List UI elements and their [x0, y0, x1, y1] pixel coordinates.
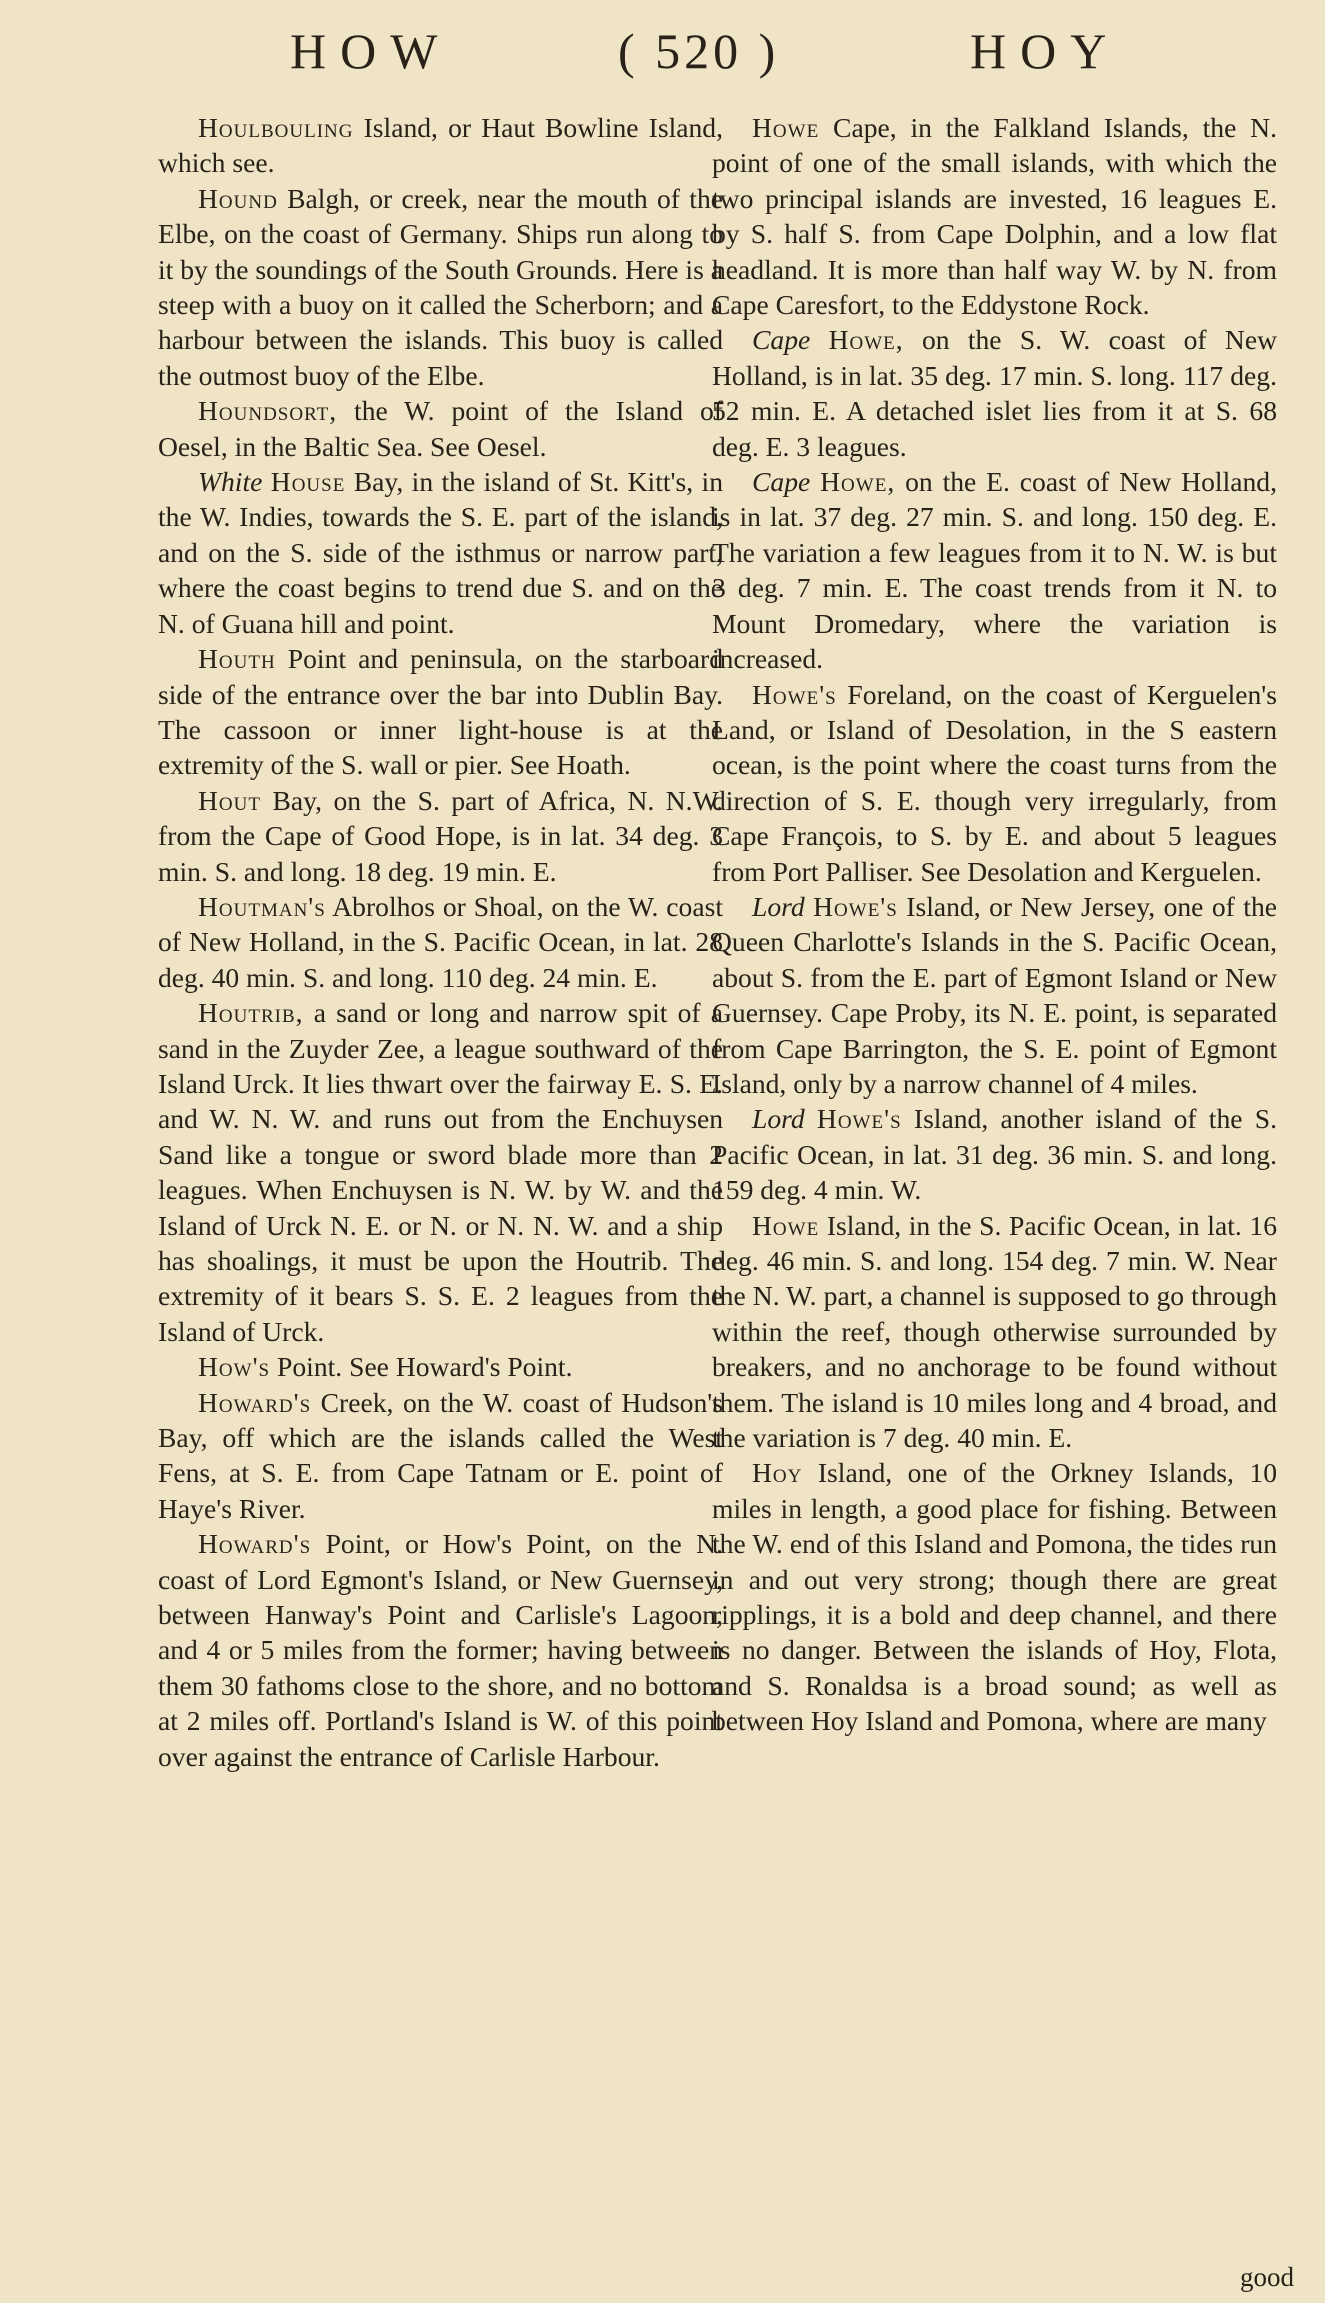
entry: Howard's Point, or How's Point, on the N. coast of Lord Egmont's Island, or New Guernsey, between Hanway's Point and Carlisle's Lagoon, and 4 or 5 miles from the former; having between them 30 fathoms close to the shore, and no bottom at 2 miles off. Portland's Island is W. of this point over against the entrance of Carlisle Harbour.	[158, 1528, 723, 1772]
entry: Houndsort, the W. point of the Island of Oesel, in the Baltic Sea. See Oesel.	[158, 395, 723, 462]
entry: White House Bay, in the island of St. Kitt's, in the W. Indies, towards the S. E. part of the island, and on the S. side of the isthmus or narrow part, where the coast begins to trend due S. and on the N. of Guana hill and point.	[158, 466, 723, 639]
header-right-word: HOY	[970, 23, 1121, 79]
running-header	[0, 22, 1325, 102]
entry: How's Point. See Howard's Point.	[198, 1351, 573, 1383]
entry: Howe Cape, in the Falkland Islands, the N. point of one of the small islands, with which the two principal islands are invested, 16 leagues E. by S. half S. from Cape Dolphin, and a low flat headland. It is more than half way W. by N. from Cape Caresfort, to the Eddystone Rock.	[712, 112, 1277, 321]
entry: Lord Howe's Island, or New Jersey, one of the Queen Charlotte's Islands in the S. Pacific Ocean, about S. from the E. part of Egmont Island or New Guernsey. Cape Proby, its N. E. point, is separated from Cape Barrington, the S. E. point of Egmont Island, only by a narrow channel of 4 miles.	[712, 890, 1277, 1099]
entry: Houth Point and peninsula, on the starboard side of the entrance over the bar into Dublin Bay. The cassoon or inner light-house is at the extremity of the S. wall or pier. See Hoath.	[158, 643, 723, 781]
entry: Cape Howe, on the E. coast of New Holland, is in lat. 37 deg. 27 min. S. and long. 150 deg. E. The variation a few leagues from it to N. W. is but 3 deg. 7 min. E. The coast trends from it N. to Mount Dromedary, where the variation is increased.	[712, 466, 1277, 675]
entry: Howard's Creek, on the W. coast of Hudson's Bay, off which are the islands called the West Fens, at S. E. from Cape Tatnam or E. point of Haye's River.	[158, 1386, 723, 1524]
entry: Houtman's Abrolhos or Shoal, on the W. coast of New Holland, in the S. Pacific Ocean, in lat. 28 deg. 40 min. S. and long. 110 deg. 24 min. E.	[158, 890, 723, 993]
entry: Howe's Foreland, on the coast of Kerguelen's Land, or Island of Desolation, in the S eastern ocean, is the point where the coast turns from the direction of S. E. though very irregularly, from Cape François, to S. by E. and about 5 leagues from Port Palliser. See Desolation and Kerguelen.	[712, 678, 1277, 887]
entry: Houlbouling Island, or Haut Bowline Island, which see.	[158, 112, 723, 179]
entry: Hound Balgh, or creek, near the mouth of the Elbe, on the coast of Germany. Ships run along to it by the soundings of the South Grounds. Here is a steep with a buoy on it called the Scherborn; and a harbour between the islands. This buoy is called the outmost buoy of the Elbe.	[158, 182, 723, 391]
catchword: good	[1240, 2262, 1294, 2292]
entry: Hoy Island, one of the Orkney Islands, 10 miles in length, a good place for fishing. Between the W. end of this Island and Pomona, the tides run in and out very strong; though there are great ripplings, it is a bold and deep channel, and there is no danger. Between the islands of Hoy, Flota, and S. Ronaldsa is a broad sound; as well as between Hoy Island and Pomona, where are many	[712, 1457, 1277, 1737]
entry: Lord Howe's Island, another island of the S. Pacific Ocean, in lat. 31 deg. 36 min. S. and long. 159 deg. 4 min. W.	[712, 1103, 1277, 1206]
entry: Howe Island, in the S. Pacific Ocean, in lat. 16 deg. 46 min. S. and long. 154 deg. 7 min. W. Near the N. W. part, a channel is supposed to go through within the reef, though otherwise surrounded by breakers, and no anchorage to be found without them. The island is 10 miles long and 4 broad, and the variation is 7 deg. 40 min. E.	[712, 1209, 1277, 1454]
right-column	[712, 110, 1277, 1739]
entry: Hout Bay, on the S. part of Africa, N. N.W. from the Cape of Good Hope, is in lat. 34 deg. 3 min. S. and long. 18 deg. 19 min. E.	[158, 784, 723, 887]
entry: Cape Howe, on the S. W. coast of New Holland, is in lat. 35 deg. 17 min. S. long. 117 deg. 52 min. E. A detached islet lies from it at S. 68 deg. E. 3 leagues.	[712, 324, 1277, 462]
entry: Houtrib, a sand or long and narrow spit of a sand in the Zuyder Zee, a league southward of the Island Urck. It lies thwart over the fairway E. S. E. and W. N. W. and runs out from the Enchuysen Sand like a tongue or sword blade more than 2 leagues. When Enchuysen is N. W. by W. and the Island of Urck N. E. or N. or N. N. W. and a ship has shoalings, it must be upon the Houtrib. The extremity of it bears S. S. E. 2 leagues from the Island of Urck.	[158, 997, 723, 1347]
page-number: ( 520 )	[618, 23, 780, 79]
header-left-word: HOW	[290, 23, 452, 79]
left-column	[158, 110, 723, 1774]
